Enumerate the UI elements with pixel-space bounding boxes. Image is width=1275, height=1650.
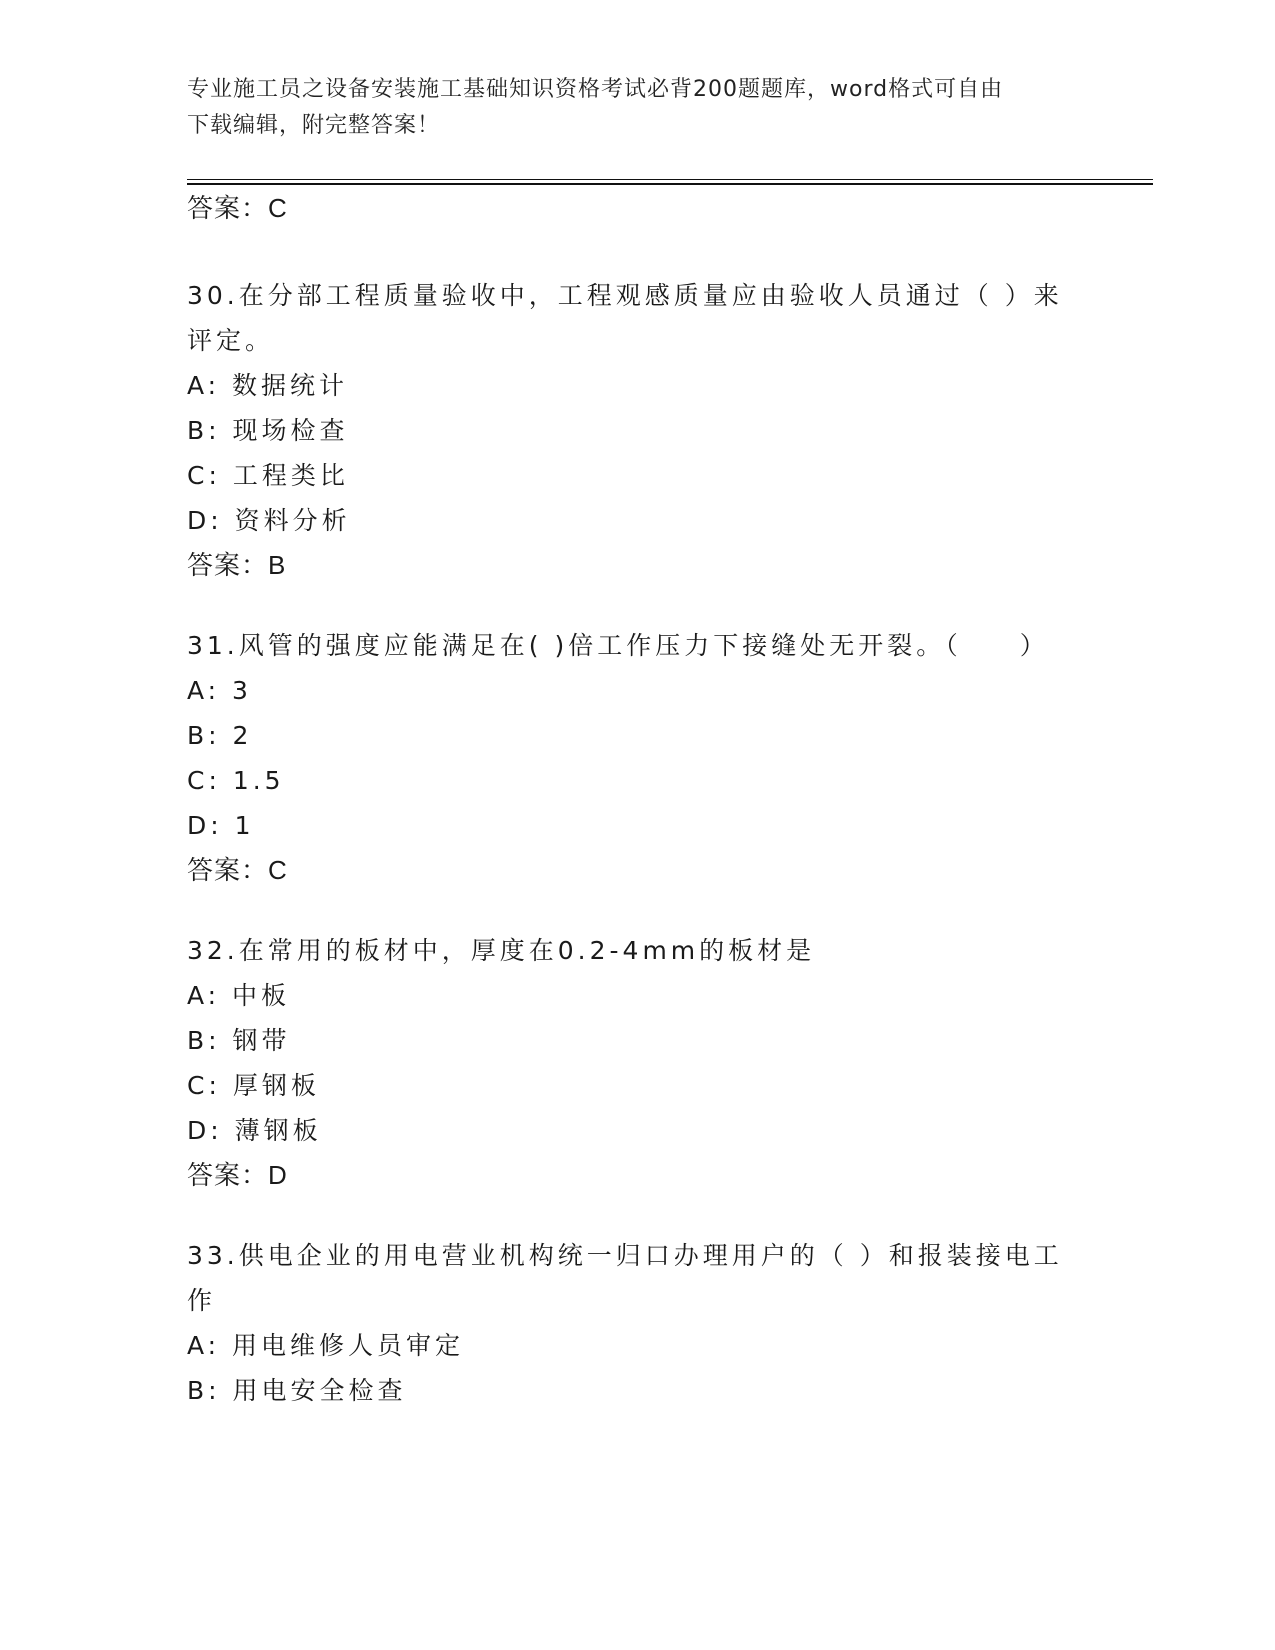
question-stem: 32.在常用的板材中，厚度在0.2-4mm的板材是 <box>187 936 816 965</box>
option-c: C: 工程类比 <box>187 461 349 490</box>
answer-line: 答案：D <box>187 1160 288 1190</box>
option-a: A: 用电维修人员审定 <box>187 1331 465 1360</box>
option-c: C: 厚钢板 <box>187 1071 320 1100</box>
question-31 <box>187 623 1087 893</box>
option-a: A: 中板 <box>187 981 291 1010</box>
option-d: D: 1 <box>187 811 255 840</box>
option-b: B: 钢带 <box>187 1026 291 1055</box>
page-header <box>187 72 1067 144</box>
prev-answer-block <box>187 186 1087 231</box>
option-a: A: 数据统计 <box>187 371 349 400</box>
option-b: B: 用电安全检查 <box>187 1376 407 1405</box>
question-stem: 33.供电企业的用电营业机构统一归口办理用户的（ ）和报装接电工 <box>187 1241 1063 1270</box>
option-a: A: 3 <box>187 676 252 705</box>
header-line-2: 下载编辑，附完整答案！ <box>187 113 441 138</box>
option-b: B: 2 <box>187 721 253 750</box>
question-stem: 31.风管的强度应能满足在( )倍工作压力下接缝处无开裂。（ ） <box>187 631 1049 660</box>
question-stem-cont: 评定。 <box>187 326 275 355</box>
question-32 <box>187 928 1087 1198</box>
answer-line: 答案：C <box>187 855 288 885</box>
answer-line: 答案：B <box>187 550 287 580</box>
question-stem-cont: 作 <box>187 1286 217 1315</box>
answer-line: 答案：C <box>187 193 288 223</box>
option-b: B: 现场检查 <box>187 416 349 445</box>
question-stem: 30.在分部工程质量验收中，工程观感质量应由验收人员通过（ ）来 <box>187 281 1063 310</box>
header-line-1: 专业施工员之设备安装施工基础知识资格考试必背200题题库，word格式可自由 <box>187 77 1004 102</box>
option-c: C: 1.5 <box>187 766 285 795</box>
question-33 <box>187 1233 1087 1413</box>
option-d: D: 薄钢板 <box>187 1116 322 1145</box>
header-rule-thick <box>187 183 1153 185</box>
header-rule-thin <box>187 179 1153 180</box>
option-d: D: 资料分析 <box>187 506 351 535</box>
question-30 <box>187 273 1087 588</box>
